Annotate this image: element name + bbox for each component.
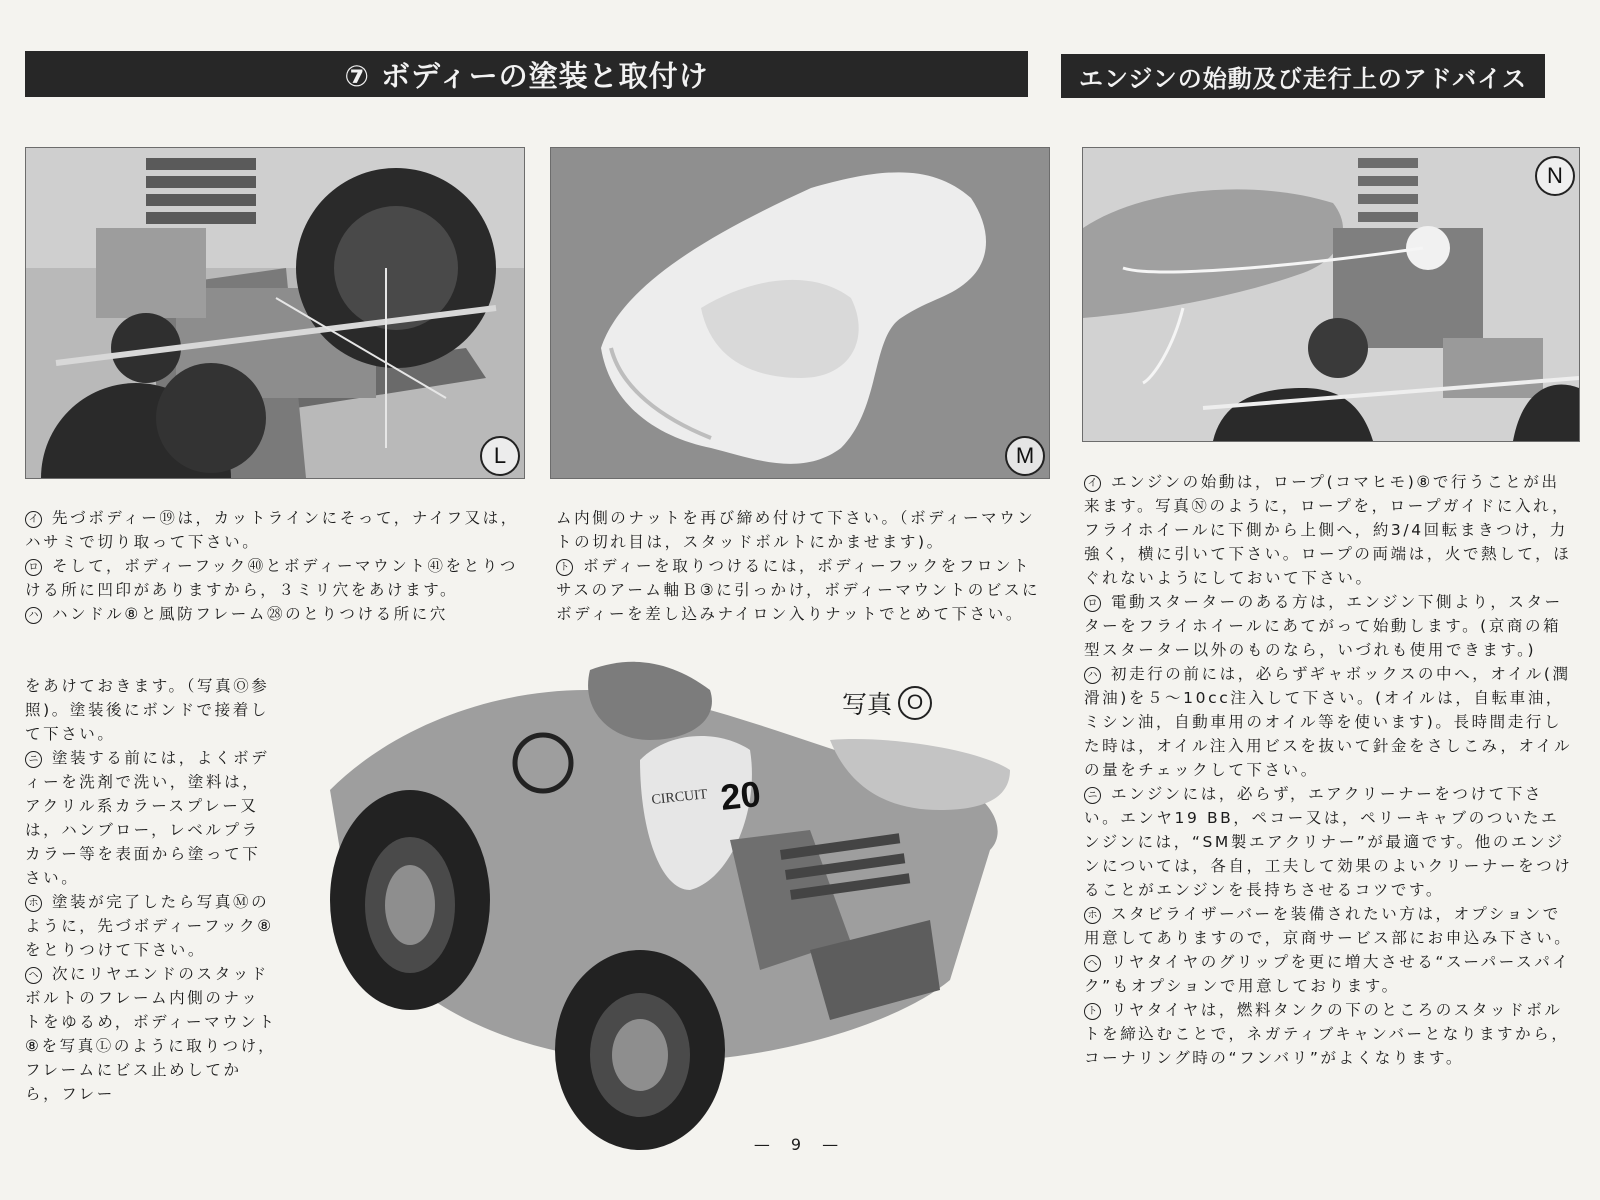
decal-number: 20 <box>718 772 763 818</box>
marker-i: イ <box>1084 475 1101 492</box>
advice-header: エンジンの始動及び走行上のアドバイス <box>1061 54 1545 98</box>
marker-he: ヘ <box>25 967 42 984</box>
right-paragraph-3: ハ 初走行の前には，必らずギャボックスの中へ，オイル(潤滑油)を５〜10cc注入して下さい。(オイルは，自転車油，ミシン油，自動車用のオイル等を使います)。長時間走行した時は，オイル注入用ビスを抜いて針金をさしこみ，オイルの量をチェックして下さい。 <box>1084 665 1573 779</box>
caption-circle: O <box>898 686 932 720</box>
body-shell-photo <box>551 148 1049 478</box>
marker-ni: ニ <box>25 751 42 768</box>
photo-m <box>550 147 1050 479</box>
marker-ho: ホ <box>25 895 42 912</box>
chassis-photo <box>26 148 524 478</box>
body-painting-instructions-continued <box>25 674 277 1106</box>
left-narrow-paragraph-2: ニ 塗装する前には，よくボディーを洗剤で洗い，塗料は，アクリル系カラースプレー又は，ハンブロー，レベルプラカラー等を表面から塗って下さい。 <box>25 749 270 887</box>
engine-start-photo <box>1083 148 1579 441</box>
page-number: — 9 — <box>753 1135 847 1154</box>
engine-advice <box>1084 470 1576 1070</box>
left-paragraph-2: ロ そして，ボディーフック㊵とボディーマウント㊶をとりつける所に凹印がありますから，３ミリ穴をあけます。 <box>25 557 518 599</box>
photo-o-caption <box>842 685 932 721</box>
marker-to: ト <box>1084 1003 1101 1020</box>
photo-label-n: N <box>1535 156 1575 196</box>
marker-ro: ロ <box>1084 595 1101 612</box>
section-header: ⑦ ボディーの塗装と取付け <box>25 51 1028 97</box>
photo-label-l: L <box>480 436 520 476</box>
left-narrow-paragraph-1: をあけておきます。（写真Ⓞ参照)。塗装後にボンドで接着して下さい。 <box>25 677 270 743</box>
marker-i: イ <box>25 511 42 528</box>
left-narrow-paragraph-3: ホ 塗装が完了したら写真Ⓜのように，先づボディーフック⑧をとりつけて下さい。 <box>25 893 274 959</box>
photo-n <box>1082 147 1580 442</box>
left-paragraph-1: イ 先づボディー⑲は，カットラインにそって，ナイフ又は，ハサミで切り取って下さい。 <box>25 509 519 551</box>
right-paragraph-1: イ エンジンの始動は，ロープ(コマヒモ)⑧で行うことが出来ます。写真Ⓝのように，ロープを，ロープガイドに入れ，フライホイールに下側から上側へ，約3/4回転まきつけ，力強く，横に引いて下さい。ロープの両端は，火で熱して，ほぐれないようにしておいて下さい。 <box>1084 473 1572 587</box>
photo-label-m: M <box>1005 436 1045 476</box>
left-narrow-paragraph-4: ヘ 次にリヤエンドのスタッドボルトのフレーム内側のナットをゆるめ，ボディーマウント⑧を写真Ⓛのように取りつけ，フレームにビス止めしてから，フレー <box>25 965 277 1103</box>
right-paragraph-5: ホ スタビライザーバーを装備されたい方は，オプションで用意してありますので，京商サービス部にお申込み下さい。 <box>1084 905 1573 947</box>
right-paragraph-7: ト リヤタイヤは，燃料タンクの下のところのスタッドボルトを締込むことで，ネガティブキャンバーとなりますから，コーナリング時の“フンバリ”がよくなります。 <box>1084 1001 1570 1067</box>
left-paragraph-3: ハ ハンドル⑧と風防フレーム㉘のとりつける所に穴 <box>25 602 530 626</box>
decal-circuit: CIRCUIT <box>650 787 709 808</box>
marker-ha: ハ <box>25 607 42 624</box>
marker-he: ヘ <box>1084 955 1101 972</box>
right-paragraph-4: ニ エンジンには，必らず，エアクリーナーをつけて下さい。エンヤ19 BB，ペコー又は，ペリーキャブのついたエンジンには，“SM製エアクリナー”が最適です。他のエンジンについては，各自，工夫して効果のよいクリーナーをつけることがエンジンを長持ちさせるコツです。 <box>1084 785 1573 899</box>
photo-o <box>290 650 1030 1150</box>
mid-paragraph-1: ム内側のナットを再び締め付けて下さい。（ボディーマウントの切れ目は，スタッドボルトにかませます)。 <box>556 509 1036 551</box>
marker-to: ト <box>556 559 573 576</box>
photo-l <box>25 147 525 479</box>
right-paragraph-6: ヘ リヤタイヤのグリップを更に増大させる“スーパースパイク”もオプションで用意しております。 <box>1084 953 1571 995</box>
marker-ni: ニ <box>1084 787 1101 804</box>
marker-ha: ハ <box>1084 667 1101 684</box>
right-paragraph-2: ロ 電動スターターのある方は，エンジン下側より，スターターをフライホイールにあてがって始動します。(京商の箱型スターター以外のものなら，いづれも使用できます。) <box>1084 593 1563 659</box>
body-mounting-instructions <box>556 506 1046 626</box>
marker-ro: ロ <box>25 559 42 576</box>
caption-text: 写真 <box>842 690 893 719</box>
marker-ho: ホ <box>1084 907 1101 924</box>
body-painting-instructions <box>25 506 530 626</box>
buggy-photo <box>290 650 1030 1150</box>
mid-paragraph-2: ト ボディーを取りつけるには，ボディーフックをフロントサスのアーム軸Ｂ③に引っかけ，ボディーマウントのビスにボディーを差し込みナイロン入りナットでとめて下さい。 <box>556 557 1041 623</box>
